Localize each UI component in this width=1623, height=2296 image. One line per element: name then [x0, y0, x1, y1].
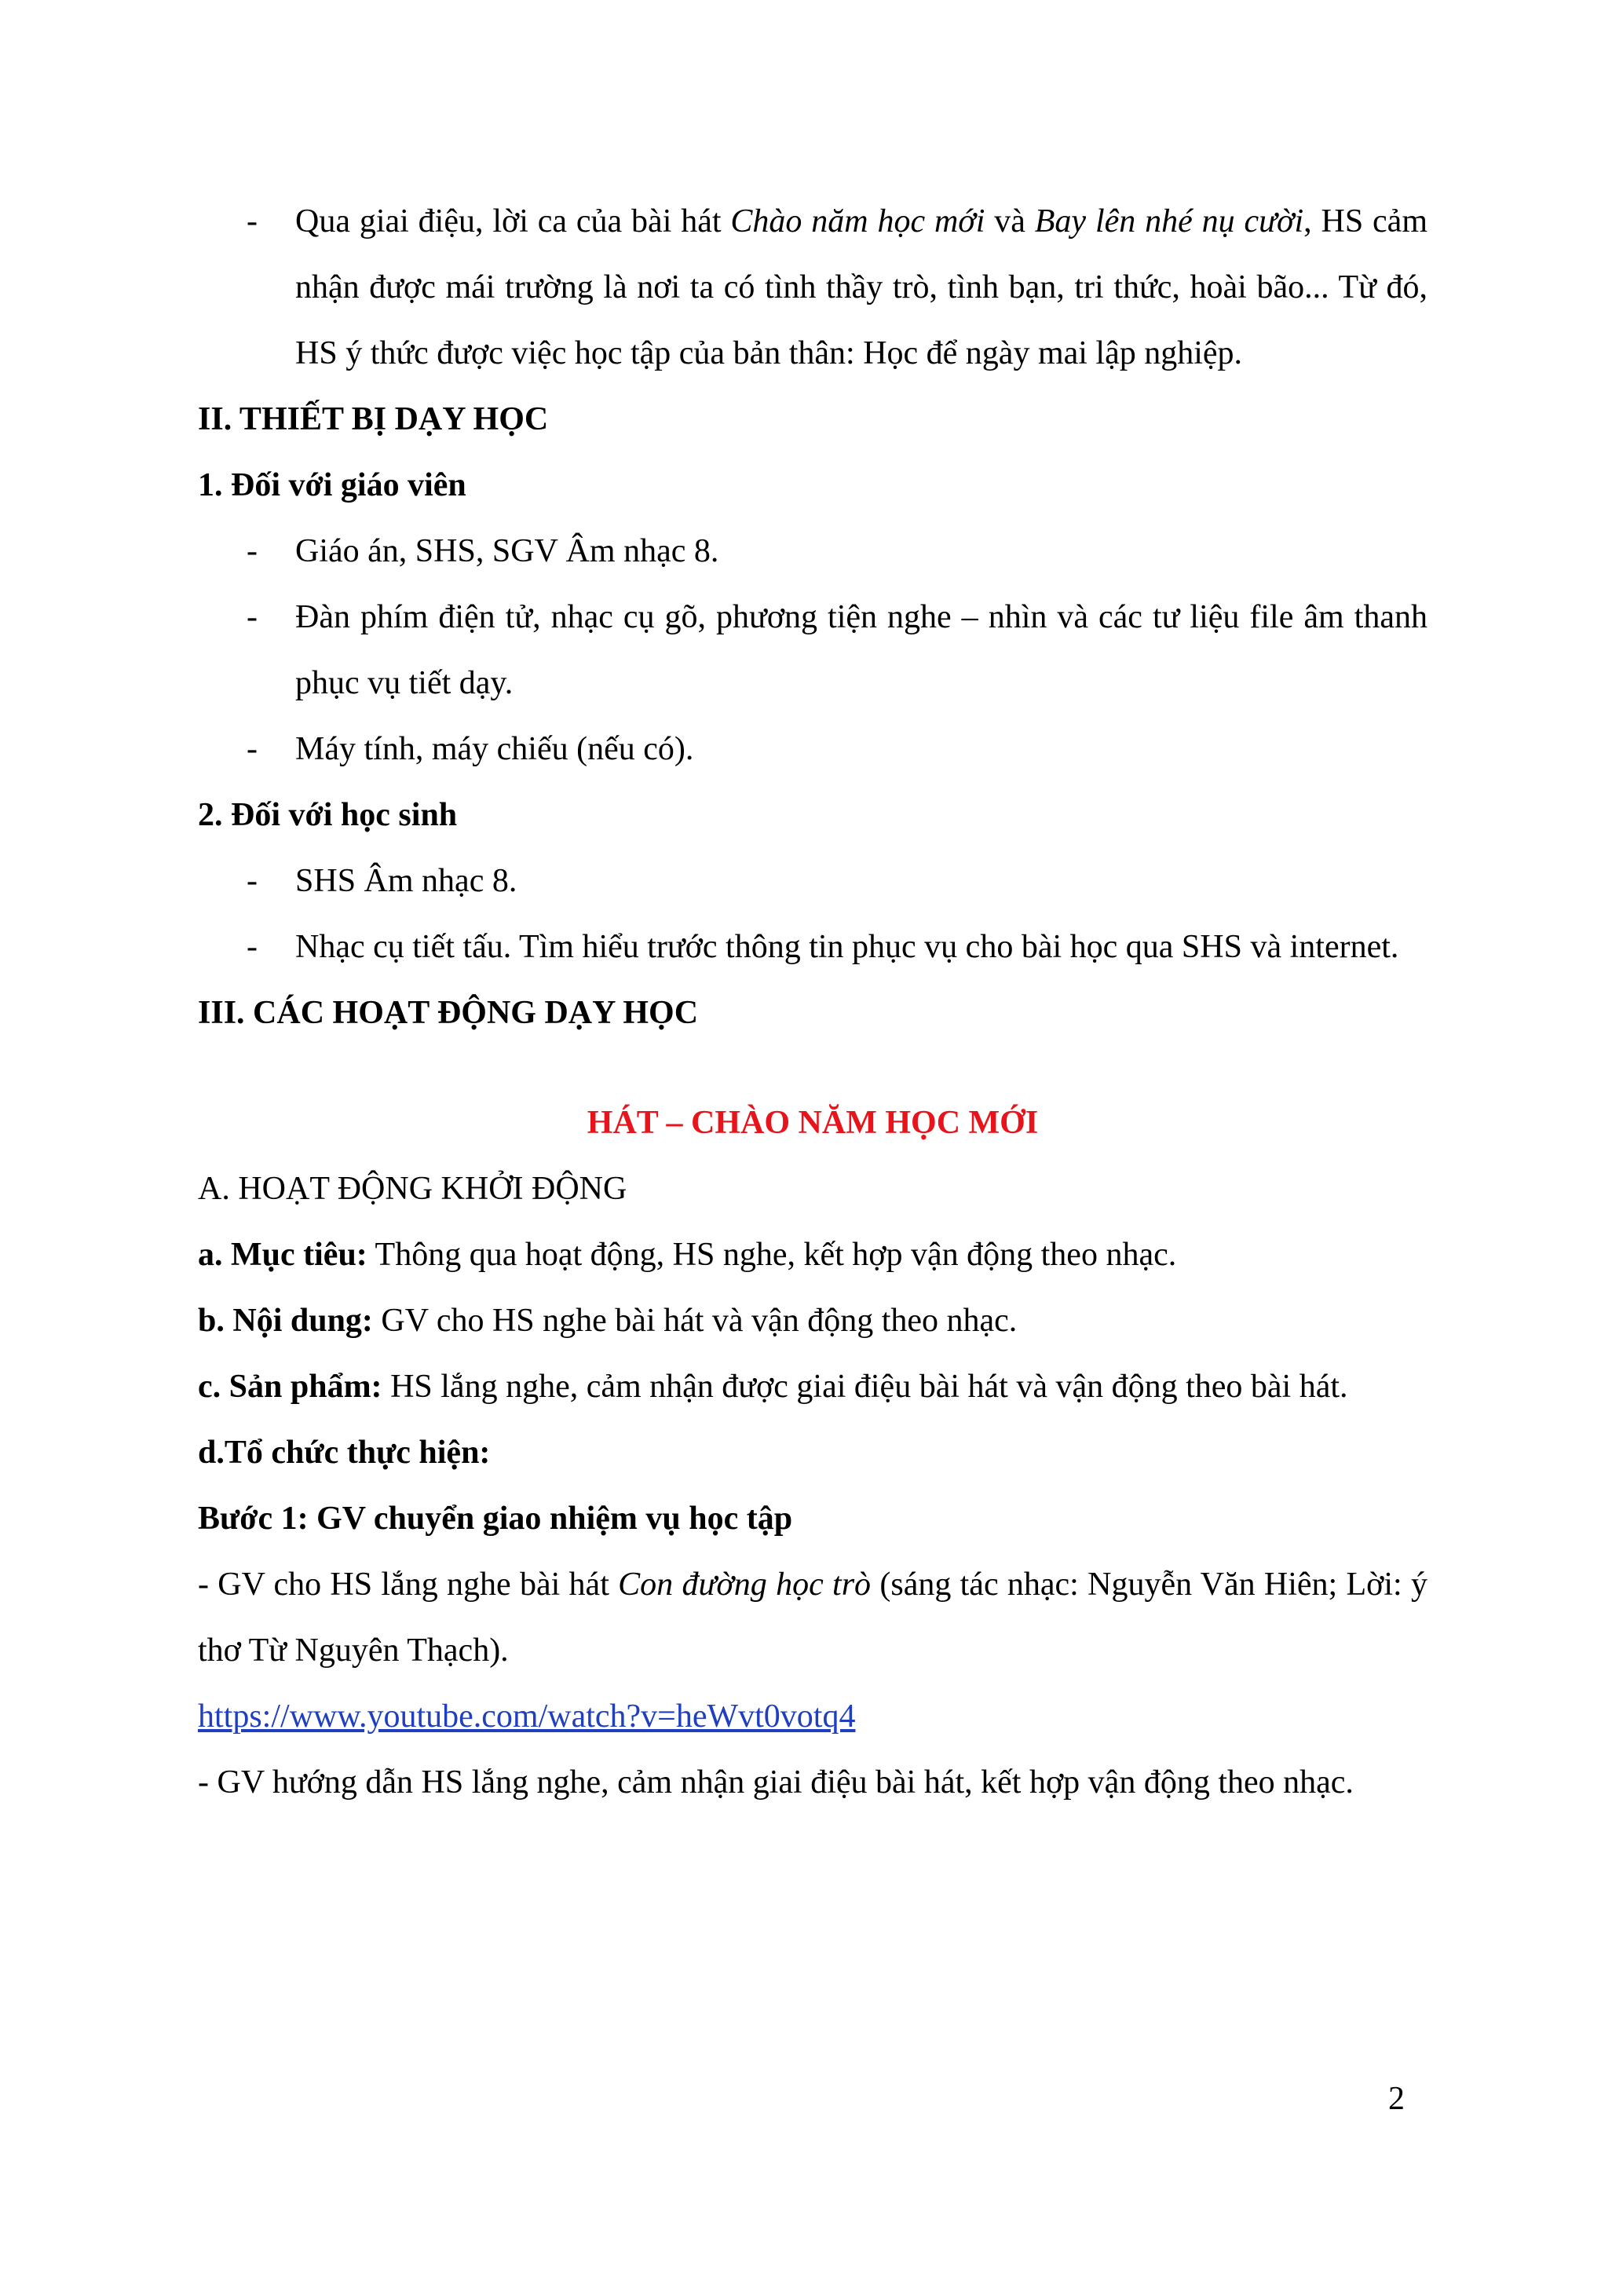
teacher-item-text: Giáo án, SHS, SGV Âm nhạc 8.: [295, 533, 719, 569]
teacher-item: [198, 716, 1427, 782]
intro-text-post: , HS cảm nhận được mái trường là nơi ta có tình thầy trò, tình bạn, tri thức, hoài bão... Từ đó, HS ý thức được việc học tập của bản thân: Học để ngày mai lập nghiệp.: [295, 203, 1427, 371]
teacher-item: [198, 518, 1427, 584]
student-item: [198, 914, 1427, 980]
page-number: 2: [1388, 2081, 1405, 2117]
section-3-heading: III. CÁC HOẠT ĐỘNG DẠY HỌC: [198, 995, 699, 1031]
section-2-heading: II. THIẾT BỊ DẠY HỌC: [198, 401, 549, 437]
bullet-dash: -: [247, 863, 258, 899]
step-1-heading: Bước 1: GV chuyển giao nhiệm vụ học tập: [198, 1501, 793, 1537]
intro-text-mid: và: [985, 203, 1035, 239]
bullet-dash: -: [247, 599, 258, 635]
listen-text-pre: - GV cho HS lắng nghe bài hát: [198, 1567, 619, 1603]
intro-text-pre: Qua giai điệu, lời ca của bài hát: [295, 203, 731, 239]
content-line: [198, 1288, 1427, 1354]
intro-bullet: [198, 188, 1427, 386]
organize-label: d.Tổ chức thực hiện:: [198, 1435, 491, 1471]
bullet-dash: -: [247, 929, 258, 965]
content-text: GV cho HS nghe bài hát và vận động theo nhạc.: [372, 1303, 1018, 1339]
video-link[interactable]: https://www.youtube.com/watch?v=heWvt0votq4: [198, 1698, 856, 1735]
student-heading: 2. Đối với học sinh: [198, 797, 458, 833]
student-item-text: SHS Âm nhạc 8.: [295, 863, 517, 899]
goal-label: a. Mục tiêu:: [198, 1237, 367, 1273]
listen-text-post: (sáng tác nhạc: Nguyễn Văn Hiên; Lời: ý thơ Từ Nguyên Thạch).: [198, 1567, 1428, 1669]
content-label: b. Nội dung:: [198, 1303, 373, 1339]
teacher-item-text: Đàn phím điện tử, nhạc cụ gõ, phương tiện nghe – nhìn và các tư liệu file âm thanh phục vụ tiết dạy.: [295, 599, 1427, 701]
teacher-item-text: Máy tính, máy chiếu (nếu có).: [295, 731, 694, 767]
page-content: [198, 188, 1427, 1815]
listen-song-title: Con đường học trò: [618, 1567, 872, 1603]
song-title-1: Chào năm học mới: [730, 203, 985, 239]
bullet-dash: -: [247, 203, 258, 239]
activity-a-heading: A. HOẠT ĐỘNG KHỞI ĐỘNG: [198, 1171, 627, 1207]
product-label: c. Sản phẩm:: [198, 1369, 382, 1405]
product-line: [198, 1354, 1427, 1420]
teacher-heading: 1. Đối với giáo viên: [198, 467, 466, 503]
bullet-dash: -: [247, 731, 258, 767]
goal-line: [198, 1222, 1427, 1288]
student-item: [198, 848, 1427, 914]
goal-text: Thông qua hoạt động, HS nghe, kết hợp vận động theo nhạc.: [367, 1237, 1177, 1273]
teacher-item: [198, 584, 1427, 716]
lesson-title: HÁT – CHÀO NĂM HỌC MỚI: [587, 1105, 1039, 1141]
product-text: HS lắng nghe, cảm nhận được giai điệu bài hát và vận động theo bài hát.: [382, 1369, 1348, 1405]
student-item-text: Nhạc cụ tiết tấu. Tìm hiểu trước thông tin phục vụ cho bài học qua SHS và internet.: [295, 929, 1399, 965]
song-title-2: Bay lên nhé nụ cười: [1034, 203, 1304, 239]
guide-line: - GV hướng dẫn HS lắng nghe, cảm nhận giai điệu bài hát, kết hợp vận động theo nhạc.: [198, 1764, 1354, 1801]
bullet-dash: -: [247, 533, 258, 569]
listen-line: [198, 1552, 1427, 1684]
